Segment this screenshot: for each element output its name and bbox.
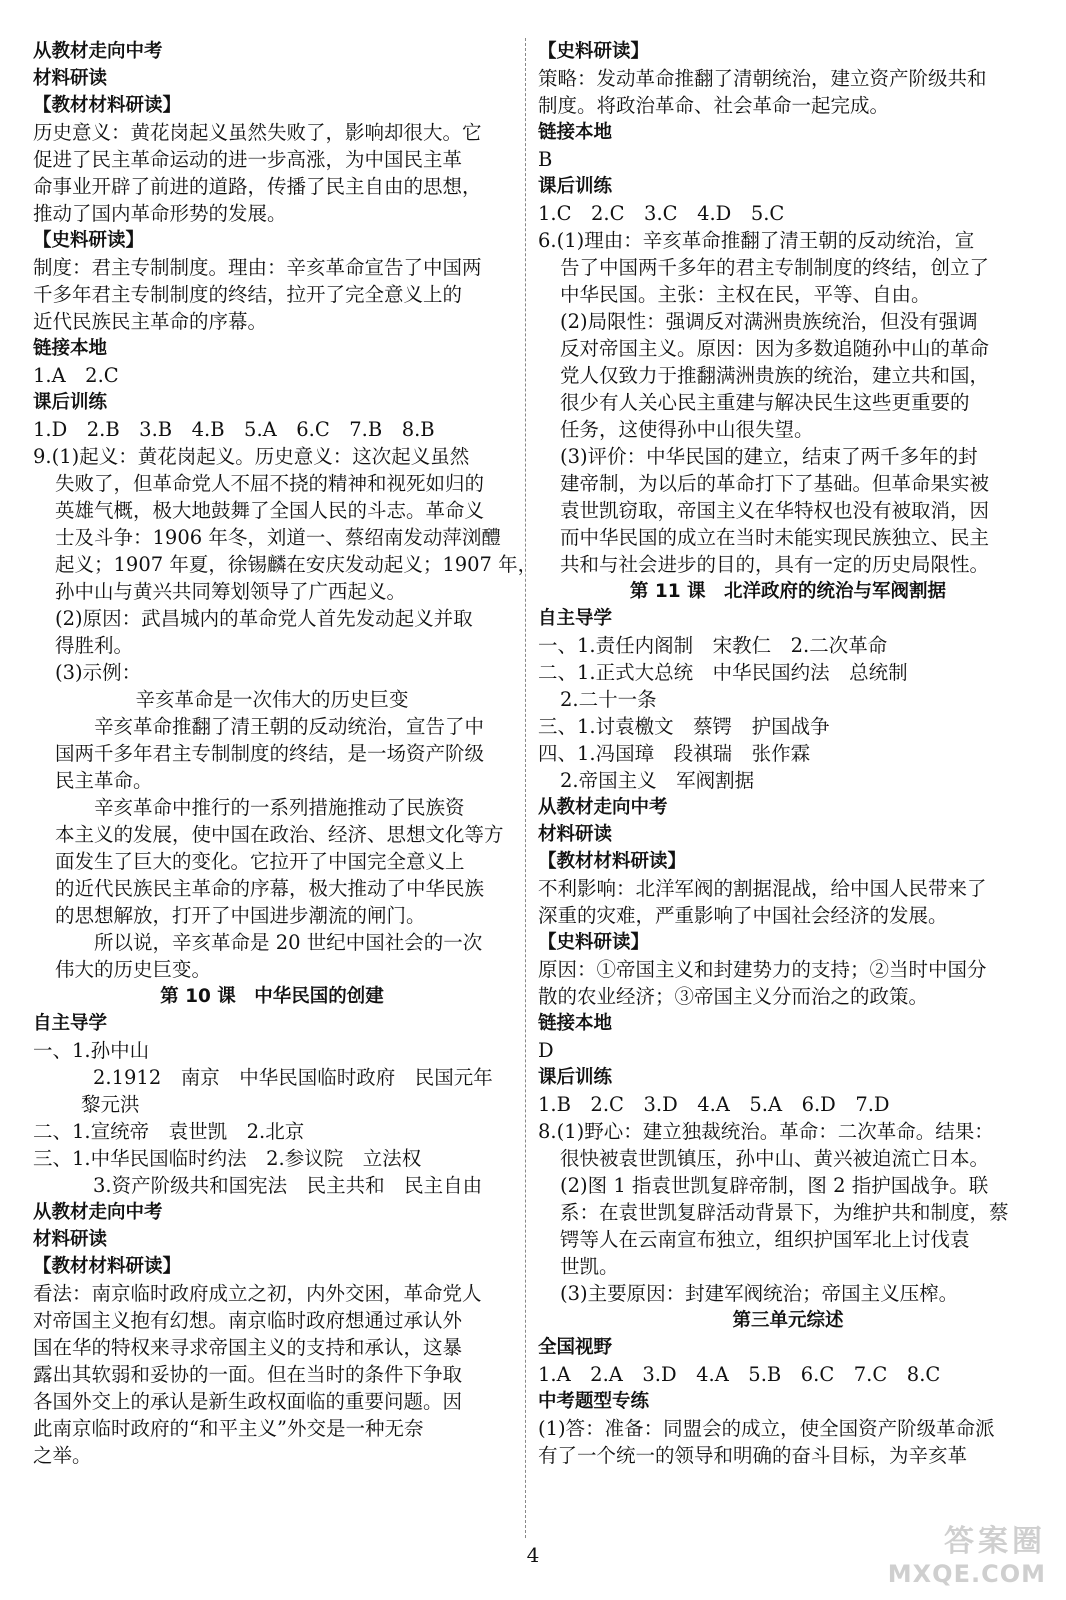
text-line: 散的农业经济；③帝国主义分而治之的政策。 xyxy=(538,985,929,1008)
text-line: 2.二十一条 xyxy=(560,688,657,711)
section-heading: 链接本地 xyxy=(538,1013,613,1034)
text-line: 黎元洪 xyxy=(81,1093,140,1116)
text-line: 很快被袁世凯镇压，孙中山、黄兴被迫流亡日本。 xyxy=(560,1147,990,1170)
section-heading: 课后训练 xyxy=(538,1067,613,1088)
section-heading: 课后训练 xyxy=(538,176,613,197)
text-line: 2.帝国主义 军阀割据 xyxy=(560,769,755,792)
text-line: (2)局限性：强调反对满洲贵族统治，但没有强调 xyxy=(560,310,978,333)
text-line: 国两千多年君主专制制度的终结，是一场资产阶级 xyxy=(55,742,485,765)
text-line: 9.(1)起义：黄花岗起义。历史意义：这次起义虽然 xyxy=(33,445,470,468)
text-line: 对帝国主义抱有幻想。南京临时政府想通过承认外 xyxy=(33,1309,463,1332)
text-line: 1.A 2.C xyxy=(33,364,119,387)
section-heading: 从教材走向中考 xyxy=(33,1202,163,1223)
text-line: 而中华民国的成立在当时未能实现民族独立、民主 xyxy=(560,526,990,549)
text-line: (2)图 1 指袁世凯复辟帝制，图 2 指护国战争。联 xyxy=(560,1174,989,1197)
text-line: 二、1.宣统帝 袁世凯 2.北京 xyxy=(33,1120,305,1143)
text-line: 策略：发动革命推翻了清朝统治，建立资产阶级共和 xyxy=(538,67,987,90)
watermark-logo xyxy=(888,1516,1046,1588)
text-line: 制度。将政治革命、社会革命一起完成。 xyxy=(538,94,890,117)
section-heading: 从教材走向中考 xyxy=(33,41,163,62)
text-line: 1.C 2.C 3.C 4.D 5.C xyxy=(538,202,785,225)
text-line: 本主义的发展，使中国在政治、经济、思想文化等方 xyxy=(55,823,504,846)
section-heading: 【教材材料研读】 xyxy=(538,851,687,872)
text-line: 很少有人关心民主重建与解决民生这些更重要的 xyxy=(560,391,970,414)
text-line: 之举。 xyxy=(33,1444,92,1467)
text-line: 民主革命。 xyxy=(55,769,153,792)
section-heading: 材料研读 xyxy=(33,1229,108,1250)
text-line: 近代民族民主革命的序幕。 xyxy=(33,310,268,333)
text-line: 士及斗争：1906 年冬，刘道一、蔡绍南发动萍浏醴 xyxy=(55,526,501,549)
text-line: 8.(1)野心：建立独裁统治。革命：二次革命。结果： xyxy=(538,1120,994,1143)
text-line: 三、1.中华民国临时约法 2.参议院 立法权 xyxy=(33,1147,422,1170)
text-line: 面发生了巨大的变化。它拉开了中国完全意义上 xyxy=(55,850,465,873)
text-line: 建帝制，为以后的革命打下了基础。但革命果实被 xyxy=(560,472,990,495)
text-line: 共和与社会进步的目的，具有一定的历史局限性。 xyxy=(560,553,990,576)
text-line: 得胜利。 xyxy=(55,634,134,657)
section-heading: 中考题型专练 xyxy=(538,1391,650,1412)
section-heading: 【史料研读】 xyxy=(538,932,650,953)
text-line: 辛亥革命中推行的一系列措施推动了民族资 xyxy=(55,796,465,819)
right-column xyxy=(538,38,1038,1469)
left-column xyxy=(33,38,538,1469)
text-line: 6.(1)理由：辛亥革命推翻了清王朝的反动统治，宣 xyxy=(538,229,975,252)
text-line: 原因：①帝国主义和封建势力的支持；②当时中国分 xyxy=(538,958,987,981)
text-line: 2.1912 南京 中华民国临时政府 民国元年 xyxy=(93,1066,493,1089)
text-line: 历史意义：黄花岗起义虽然失败了，影响却很大。它 xyxy=(33,121,482,144)
text-line: 失败了，但革命党人不屈不挠的精神和视死如归的 xyxy=(55,472,485,495)
page-number: 4 xyxy=(526,1543,540,1567)
text-line: 四、1.冯国璋 段祺瑞 张作霖 xyxy=(538,742,811,765)
text-line: 此南京临时政府的“和平主义”外交是一种无奈 xyxy=(33,1417,424,1440)
text-line: (1)答：准备：同盟会的成立，使全国资产阶级革命派 xyxy=(538,1417,995,1440)
text-line: 英雄气概，极大地鼓舞了全国人民的斗志。革命义 xyxy=(55,499,485,522)
text-line: D xyxy=(538,1039,554,1062)
section-heading: 【教材材料研读】 xyxy=(33,1256,182,1277)
text-line: 1.B 2.C 3.D 4.A 5.A 6.D 7.D xyxy=(538,1093,890,1116)
text-line: 孙中山与黄兴共同筹划领导了广西起义。 xyxy=(55,580,407,603)
text-line: 一、1.孙中山 xyxy=(33,1039,150,1062)
column-divider xyxy=(525,38,526,1538)
text-line: 辛亥革命推翻了清王朝的反动统治，宣告了中 xyxy=(55,715,485,738)
text-line: 千多年君主专制制度的终结，拉开了完全意义上的 xyxy=(33,283,463,306)
text-line: 起义；1907 年夏，徐锡麟在安庆发动起义；1907 年， xyxy=(55,553,538,576)
section-heading: 材料研读 xyxy=(33,68,108,89)
watermark-logo-text: 答案圈 xyxy=(944,1524,1046,1559)
text-line: 1.A 2.A 3.D 4.A 5.B 6.C 7.C 8.C xyxy=(538,1363,941,1386)
text-line: 二、1.正式大总统 中华民国约法 总统制 xyxy=(538,661,908,684)
text-line: 三、1.讨袁檄文 蔡锷 护国战争 xyxy=(538,715,830,738)
text-line: 露出其软弱和妥协的一面。但在当时的条件下争取 xyxy=(33,1363,463,1386)
text-line: 任务，这使得孙中山很失望。 xyxy=(560,418,814,441)
text-line: 世凯。 xyxy=(560,1255,619,1278)
section-heading: 【教材材料研读】 xyxy=(33,95,182,116)
section-heading: 材料研读 xyxy=(538,824,613,845)
text-line: 制度：君主专制制度。理由：辛亥革命宣告了中国两 xyxy=(33,256,482,279)
text-line: 促进了民主革命运动的进一步高涨，为中国民主革 xyxy=(33,148,463,171)
text-line: 推动了国内革命形势的发展。 xyxy=(33,202,287,225)
text-line: (3)主要原因：封建军阀统治；帝国主义压榨。 xyxy=(560,1282,959,1305)
text-line: 党人仅致力于推翻满洲贵族的统治，建立共和国， xyxy=(560,364,990,387)
section-heading: 【史料研读】 xyxy=(538,41,650,62)
text-line: 的近代民族民主革命的序幕，极大推动了中华民族 xyxy=(55,877,485,900)
text-line: 的思想解放，打开了中国进步潮流的闸门。 xyxy=(55,904,426,927)
text-line: 反对帝国主义。原因：因为多数追随孙中山的革命 xyxy=(560,337,990,360)
text-line: 告了中国两千多年的君主专制制度的终结，创立了 xyxy=(560,256,990,279)
text-line: 有了一个统一的领导和明确的奋斗目标，为辛亥革 xyxy=(538,1444,968,1467)
text-line: 深重的灾难，严重影响了中国社会经济的发展。 xyxy=(538,904,948,927)
lesson-title: 第 11 课 北洋政府的统治与军阀割据 xyxy=(629,581,947,602)
text-line: 各国外交上的承认是新生政权面临的重要问题。因 xyxy=(33,1390,463,1413)
section-heading: 自主导学 xyxy=(33,1013,108,1034)
section-heading: 课后训练 xyxy=(33,392,108,413)
section-heading: 链接本地 xyxy=(33,338,108,359)
text-line: (3)评价：中华民国的建立，结束了两千多年的封 xyxy=(560,445,978,468)
lesson-title: 第 10 课 中华民国的创建 xyxy=(160,986,384,1007)
text-line: 3.资产阶级共和国宪法 民主共和 民主自由 xyxy=(93,1174,483,1197)
text-line: 看法：南京临时政府成立之初，内外交困，革命党人 xyxy=(33,1282,482,1305)
text-line: 一、1.责任内阁制 宋教仁 2.二次革命 xyxy=(538,634,888,657)
section-heading: 从教材走向中考 xyxy=(538,797,668,818)
section-heading: 【史料研读】 xyxy=(33,230,145,251)
text-line: 辛亥革命是一次伟大的历史巨变 xyxy=(135,688,409,711)
text-line: 中华民国。主张：主权在民，平等、自由。 xyxy=(560,283,931,306)
text-line: 锷等人在云南宣布独立，组织护国军北上讨伐袁 xyxy=(560,1228,970,1251)
text-line: 国在华的特权来寻求帝国主义的支持和承认，这暴 xyxy=(33,1336,463,1359)
text-line: 不利影响：北洋军阀的割据混战，给中国人民带来了 xyxy=(538,877,987,900)
lesson-title: 第三单元综述 xyxy=(732,1310,844,1331)
text-line: 伟大的历史巨变。 xyxy=(55,958,212,981)
text-line: (2)原因：武昌城内的革命党人首先发动起义并取 xyxy=(55,607,473,630)
section-heading: 链接本地 xyxy=(538,122,613,143)
text-line: 所以说，辛亥革命是 20 世纪中国社会的一次 xyxy=(55,931,483,954)
section-heading: 自主导学 xyxy=(538,608,613,629)
text-line: 袁世凯窃取，帝国主义在华特权也没有被取消，因 xyxy=(560,499,990,522)
text-line: 1.D 2.B 3.B 4.B 5.A 6.C 7.B 8.B xyxy=(33,418,435,441)
text-line: (3)示例： xyxy=(55,661,142,684)
section-heading: 全国视野 xyxy=(538,1337,613,1358)
watermark-domain: MXQE.COM xyxy=(887,1560,1046,1588)
text-line: 命事业开辟了前进的道路，传播了民主自由的思想， xyxy=(33,175,482,198)
text-line: 系：在袁世凯复辟活动背景下，为维护共和制度，蔡 xyxy=(560,1201,1009,1224)
text-line: B xyxy=(538,148,553,171)
